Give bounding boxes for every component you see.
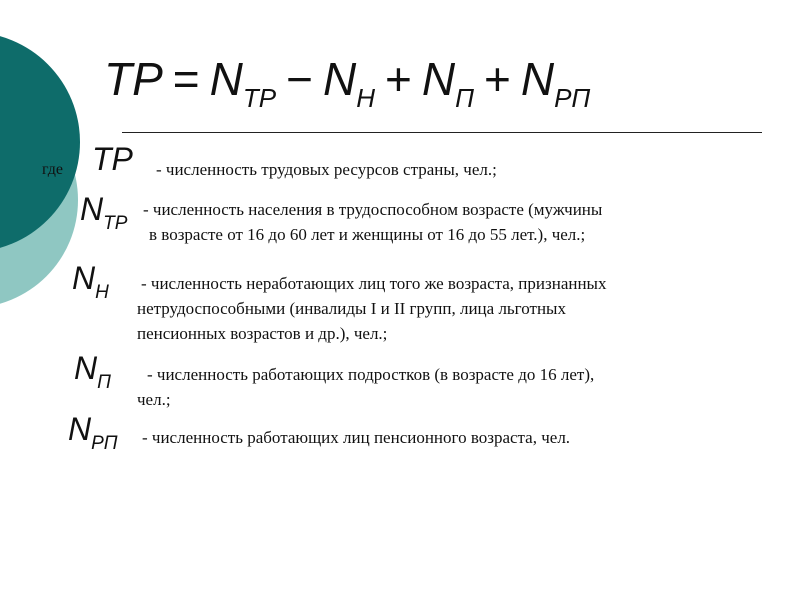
formula-minus: −: [286, 53, 313, 105]
formula-term-1: $N_{TP}$: [209, 53, 277, 113]
def-symbol-n-h: $N_H$: [72, 260, 109, 303]
formula-plus-2: +: [483, 53, 511, 105]
formula-plus-1: +: [385, 53, 412, 105]
def-text-n-tp: - численность населения в трудоспособном возрасте (мужчины в возрасте от 16 до 60 лет и женщины от 16 до 55 лет.), чел.;: [143, 200, 603, 244]
def-text-tp: - численность трудовых ресурсов страны, чел.;: [156, 160, 497, 179]
def-symbol-tp: TP: [92, 141, 133, 177]
def-symbol-n-rp: $N_{PП}$: [68, 411, 118, 454]
def-text-n-p: - численность работающих подростков (в возрасте до 16 лет), чел.;: [137, 365, 595, 409]
def-text-n-rp: - численность работающих лиц пенсионного возраста, чел.: [142, 428, 571, 447]
formula-term-2: $N_H$: [323, 53, 376, 113]
formula-term-4: $N_{PП}$: [520, 53, 591, 113]
where-label: где: [42, 161, 64, 178]
main-formula: [104, 52, 590, 114]
def-text-n-h: - численность неработающих лиц того же возраста, признанных нетрудоспособными (инвалиды I и II групп, лица льготных пенсионных возрастов и др.), чел.;: [137, 274, 607, 343]
formula-term-3: $N_П$: [421, 53, 474, 113]
formula-lhs: TP: [104, 53, 163, 105]
def-symbol-n-p: $N_П$: [74, 350, 111, 393]
def-symbol-n-tp: $N_{TP}$: [80, 191, 128, 234]
formula-divider: [122, 132, 762, 133]
formula-equals: =: [172, 53, 200, 105]
